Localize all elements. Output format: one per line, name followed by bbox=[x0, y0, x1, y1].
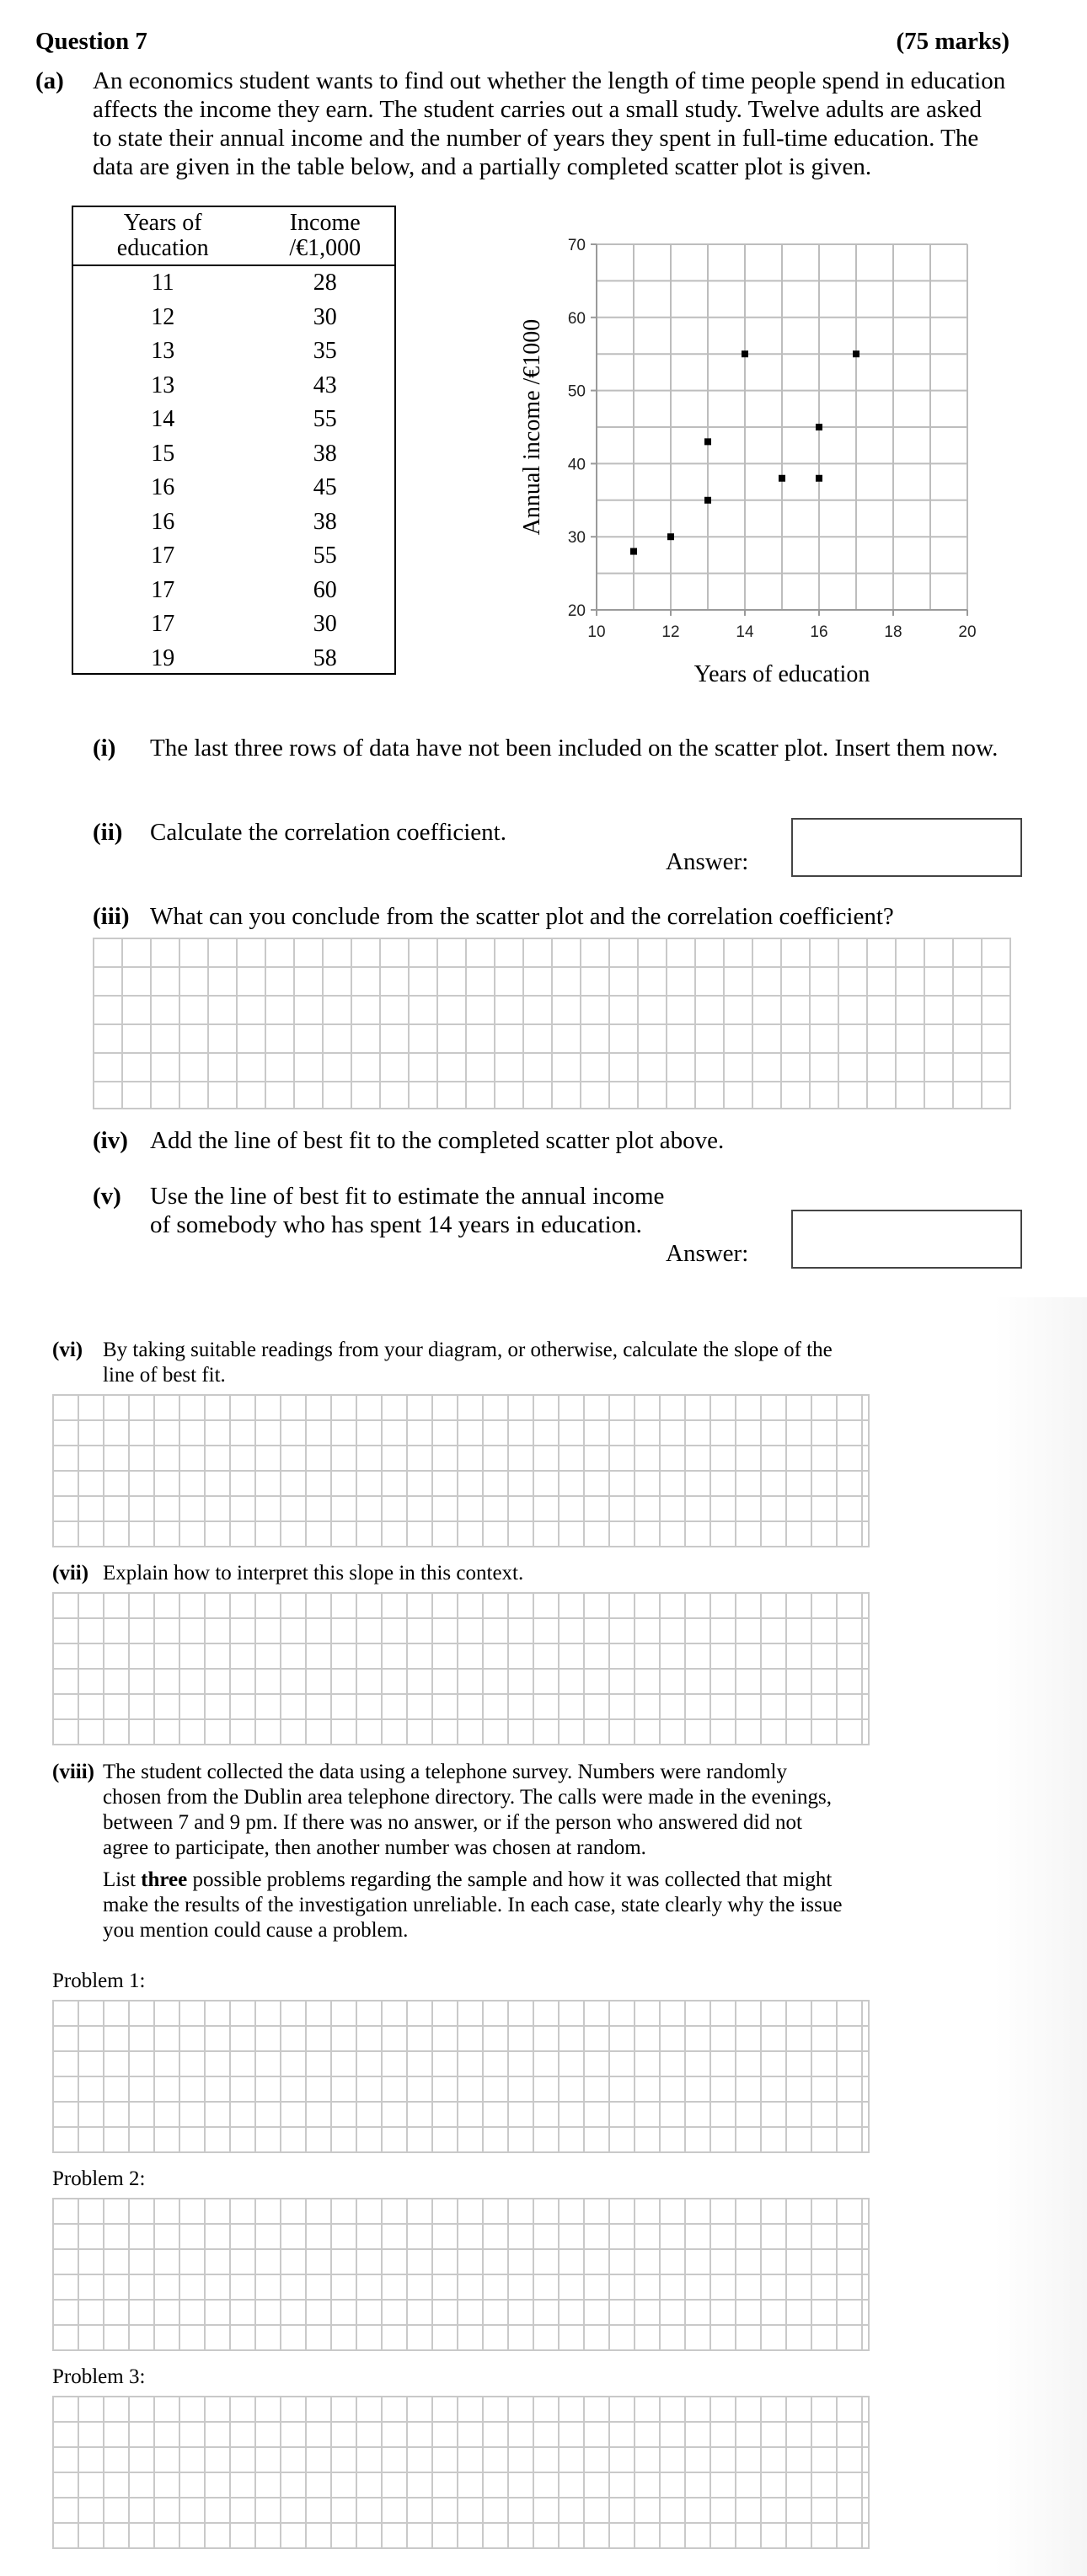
table-row bbox=[72, 265, 396, 301]
q-vii-number: (vii) bbox=[52, 1562, 89, 1585]
data-point bbox=[630, 548, 637, 555]
x-tick-label: 10 bbox=[587, 623, 606, 641]
scatter-plot[interactable] bbox=[506, 227, 977, 699]
q-viii-list-instruction bbox=[103, 1868, 878, 1893]
q-vi-line: By taking suitable readings from your diagram, or otherwise, calculate the slope of the bbox=[103, 1339, 833, 1361]
y-tick-label: 60 bbox=[567, 309, 586, 328]
x-axis-label: Years of education bbox=[693, 661, 870, 687]
q-i-text: The last three rows of data have not been included on the scatter plot. Insert them now. bbox=[150, 735, 999, 762]
intro-line: data are given in the table below, and a partially completed scatter plot is given. bbox=[93, 153, 872, 180]
q-ii-number: (ii) bbox=[93, 819, 123, 846]
q-v-answer-label: Answer: bbox=[666, 1240, 749, 1267]
cell-income: 60 bbox=[313, 576, 337, 603]
cell-income: 28 bbox=[313, 270, 337, 297]
data-point bbox=[704, 438, 711, 445]
table-row bbox=[72, 539, 396, 574]
cell-years: 13 bbox=[151, 371, 175, 398]
list-text-bold: three bbox=[141, 1868, 188, 1891]
intro-line: An economics student wants to find out whether the length of time people spend in education bbox=[93, 67, 1006, 94]
q-v-text bbox=[150, 1182, 664, 1239]
q-viii-text bbox=[103, 1760, 878, 1943]
problem-3-answer-grid[interactable] bbox=[52, 2396, 870, 2549]
x-tick-label: 12 bbox=[661, 623, 680, 641]
q-vii-answer-grid[interactable] bbox=[52, 1592, 870, 1745]
q-vi-answer-grid[interactable] bbox=[52, 1394, 870, 1547]
list-text-pre: List bbox=[103, 1868, 142, 1891]
x-tick-label: 20 bbox=[958, 623, 977, 641]
cell-years: 17 bbox=[151, 542, 175, 569]
data-point bbox=[742, 350, 748, 357]
col-header-line: education bbox=[116, 235, 209, 261]
page-edge-shadow bbox=[994, 1297, 1087, 2576]
y-tick-label: 30 bbox=[567, 529, 586, 548]
q-viii-line: you mention could cause a problem. bbox=[103, 1919, 409, 1942]
y-axis-label: Annual income /€1000 bbox=[519, 318, 545, 536]
data-point bbox=[816, 424, 822, 430]
q-vii-text: Explain how to interpret this slope in this context. bbox=[103, 1562, 524, 1585]
q-iii-answer-grid[interactable] bbox=[93, 938, 1011, 1109]
table-row bbox=[72, 403, 396, 437]
q-vi-line: line of best fit. bbox=[103, 1364, 226, 1387]
problem-3-label: Problem 3: bbox=[52, 2365, 146, 2388]
x-tick-label: 16 bbox=[810, 623, 828, 641]
data-point bbox=[853, 350, 859, 357]
list-text-post: possible problems regarding the sample and how it was collected that might bbox=[187, 1868, 833, 1891]
table-row bbox=[72, 369, 396, 404]
cell-income: 30 bbox=[313, 611, 337, 638]
table-row bbox=[72, 574, 396, 608]
q-viii-line: agree to participate, then another number was chosen at random. bbox=[103, 1836, 646, 1859]
problem-1-label: Problem 1: bbox=[52, 1969, 146, 1992]
cell-income: 35 bbox=[313, 338, 337, 365]
table-row bbox=[72, 642, 396, 676]
cell-years: 12 bbox=[151, 303, 175, 330]
cell-income: 55 bbox=[313, 406, 337, 433]
problem-2-answer-grid[interactable] bbox=[52, 2198, 870, 2351]
marks-label: (75 marks) bbox=[896, 28, 1009, 55]
q-iii-number: (iii) bbox=[93, 903, 130, 930]
q-vi-text bbox=[103, 1338, 833, 1388]
q-vi-number: (vi) bbox=[52, 1339, 83, 1361]
table-row bbox=[72, 437, 396, 472]
table-row bbox=[72, 301, 396, 335]
table-body bbox=[72, 265, 396, 676]
cell-income: 45 bbox=[313, 474, 337, 501]
cell-years: 16 bbox=[151, 474, 175, 501]
data-point bbox=[779, 475, 785, 482]
problem-2-label: Problem 2: bbox=[52, 2167, 146, 2190]
cell-income: 38 bbox=[313, 508, 337, 535]
cell-years: 15 bbox=[151, 440, 175, 467]
problem-1-answer-grid[interactable] bbox=[52, 2000, 870, 2153]
y-tick-label: 20 bbox=[567, 602, 586, 620]
q-viii-line: The student collected the data using a telephone survey. Numbers were randomly bbox=[103, 1761, 787, 1783]
intro-line: affects the income they earn. The student carries out a small study. Twelve adults are asked bbox=[93, 96, 983, 123]
col-header-line: Years of bbox=[123, 210, 202, 236]
q-ii-answer-label: Answer: bbox=[666, 848, 749, 875]
part-a-label: (a) bbox=[35, 67, 64, 94]
cell-income: 43 bbox=[313, 371, 337, 398]
q-iv-number: (iv) bbox=[93, 1127, 128, 1154]
y-tick-label: 70 bbox=[567, 237, 586, 254]
cell-years: 16 bbox=[151, 508, 175, 535]
col-header-line: Income bbox=[289, 210, 361, 236]
cell-income: 38 bbox=[313, 440, 337, 467]
cell-years: 14 bbox=[151, 406, 175, 433]
data-table bbox=[72, 206, 396, 676]
table-row bbox=[72, 471, 396, 505]
question-title: Question 7 bbox=[35, 28, 147, 55]
q-ii-text: Calculate the correlation coefficient. bbox=[150, 819, 506, 846]
q-iv-text: Add the line of best fit to the completed scatter plot above. bbox=[150, 1127, 725, 1154]
table-row bbox=[72, 505, 396, 540]
table-row bbox=[72, 607, 396, 642]
y-tick-label: 50 bbox=[567, 382, 586, 401]
q-i-number: (i) bbox=[93, 735, 116, 762]
data-point bbox=[667, 533, 674, 540]
cell-years: 11 bbox=[151, 270, 174, 297]
cell-income: 30 bbox=[313, 303, 337, 330]
col-header-line: /€1,000 bbox=[289, 235, 361, 261]
q-v-number: (v) bbox=[93, 1183, 121, 1210]
cell-years: 17 bbox=[151, 611, 175, 638]
y-tick-label: 40 bbox=[567, 456, 586, 474]
x-tick-label: 18 bbox=[884, 623, 902, 641]
cell-income: 55 bbox=[313, 542, 337, 569]
cell-years: 17 bbox=[151, 576, 175, 603]
cell-years: 19 bbox=[151, 644, 175, 671]
cell-income: 58 bbox=[313, 644, 337, 671]
q-viii-number: (viii) bbox=[52, 1761, 94, 1783]
q-v-line: Use the line of best fit to estimate the annual income bbox=[150, 1183, 665, 1210]
q-ii-answer-box[interactable] bbox=[791, 818, 1022, 877]
intro-line: to state their annual income and the number of years they spent in full-time education. The bbox=[93, 125, 979, 152]
q-v-line: of somebody who has spent 14 years in education. bbox=[150, 1211, 642, 1238]
q-viii-line: make the results of the investigation unreliable. In each case, state clearly why the issue bbox=[103, 1894, 843, 1916]
cell-years: 13 bbox=[151, 338, 175, 365]
q-viii-line: between 7 and 9 pm. If there was no answer, or if the person who answered did not bbox=[103, 1811, 803, 1834]
col-header-income bbox=[254, 206, 396, 265]
q-v-answer-box[interactable] bbox=[791, 1210, 1022, 1269]
x-tick-label: 14 bbox=[736, 623, 754, 641]
data-point bbox=[816, 475, 822, 482]
part-a-intro bbox=[93, 67, 1045, 181]
q-iii-text: What can you conclude from the scatter plot and the correlation coefficient? bbox=[150, 903, 894, 930]
q-viii-line: chosen from the Dublin area telephone directory. The calls were made in the evenings, bbox=[103, 1786, 832, 1809]
table-row bbox=[72, 334, 396, 369]
col-header-years bbox=[72, 206, 254, 265]
data-point bbox=[704, 497, 711, 504]
